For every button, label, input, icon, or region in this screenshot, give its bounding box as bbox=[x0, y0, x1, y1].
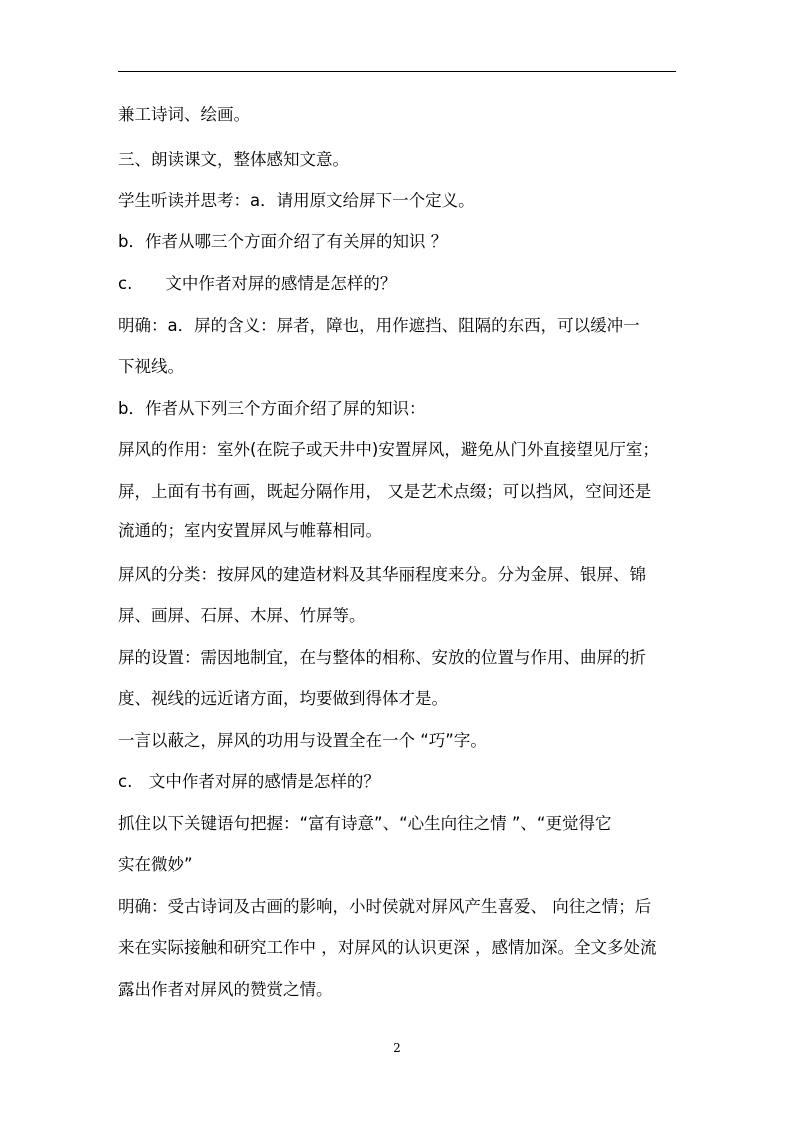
text-line: b．作者从哪三个方面介绍了有关屏的知识 ？ bbox=[118, 232, 448, 251]
text-line: 一言以蔽之，屏风的功用与设置全在一个 “巧”字。 bbox=[118, 731, 487, 750]
text-line: 屏风的作用：室外(在院子或天井中)安置屏风，避免从门外直接望见厅室； bbox=[118, 440, 659, 459]
text-line: 屏风的分类：按屏风的建造材料及其华丽程度来分。分为金屏、银屏、锦 bbox=[118, 565, 646, 584]
text-line: 下视线。 bbox=[118, 357, 184, 376]
page-number: 2 bbox=[393, 1041, 401, 1055]
text-line: c. 文中作者对屏的感情是怎样的？ bbox=[118, 772, 380, 791]
text-line: 流通的；室内安置屏风与帷幕相同。 bbox=[118, 521, 382, 540]
text-line: 三、朗读课文，整体感知文意。 bbox=[118, 150, 349, 169]
text-line: 度、视线的远近诸方面，均要做到得体才是。 bbox=[118, 689, 448, 708]
text-line: c. 文中作者对屏的感情是怎样的？ bbox=[118, 274, 397, 293]
text-line: 露出作者对屏风的赞赏之情。 bbox=[118, 980, 333, 999]
text-line: b．作者从下列三个方面介绍了屏的知识： bbox=[118, 399, 426, 418]
text-line: 学生听读并思考：a．请用原文给屏下一个定义。 bbox=[118, 191, 475, 210]
text-line: 屏，上面有书有画，既起分隔作用， 又是艺术点缀；可以挡风，空间还是 bbox=[118, 482, 652, 501]
text-line: 明确：受古诗词及古画的影响，小时侯就对屏风产生喜爱、 向往之情；后 bbox=[118, 897, 652, 916]
text-line: 兼工诗词、绘画。 bbox=[118, 105, 250, 124]
text-line: 抓住以下关键语句把握：“富有诗意”、“心生向往之情 ”、“更觉得它 bbox=[118, 814, 612, 833]
text-line: 明确：a．屏的含义：屏者，障也，用作遮挡、阻隔的东西，可以缓冲一 bbox=[118, 316, 640, 335]
text-line: 实在微妙” bbox=[118, 855, 193, 874]
text-line: 屏、画屏、石屏、木屏、竹屏等。 bbox=[118, 606, 366, 625]
text-line: 屏的设置：需因地制宜，在与整体的相称、安放的位置与作用、曲屏的折 bbox=[118, 648, 646, 667]
header-rule bbox=[118, 71, 676, 72]
text-line: 来在实际接触和研究工作中 ，对屏风的认识更深 ，感情加深。全文多处流 bbox=[118, 938, 657, 957]
